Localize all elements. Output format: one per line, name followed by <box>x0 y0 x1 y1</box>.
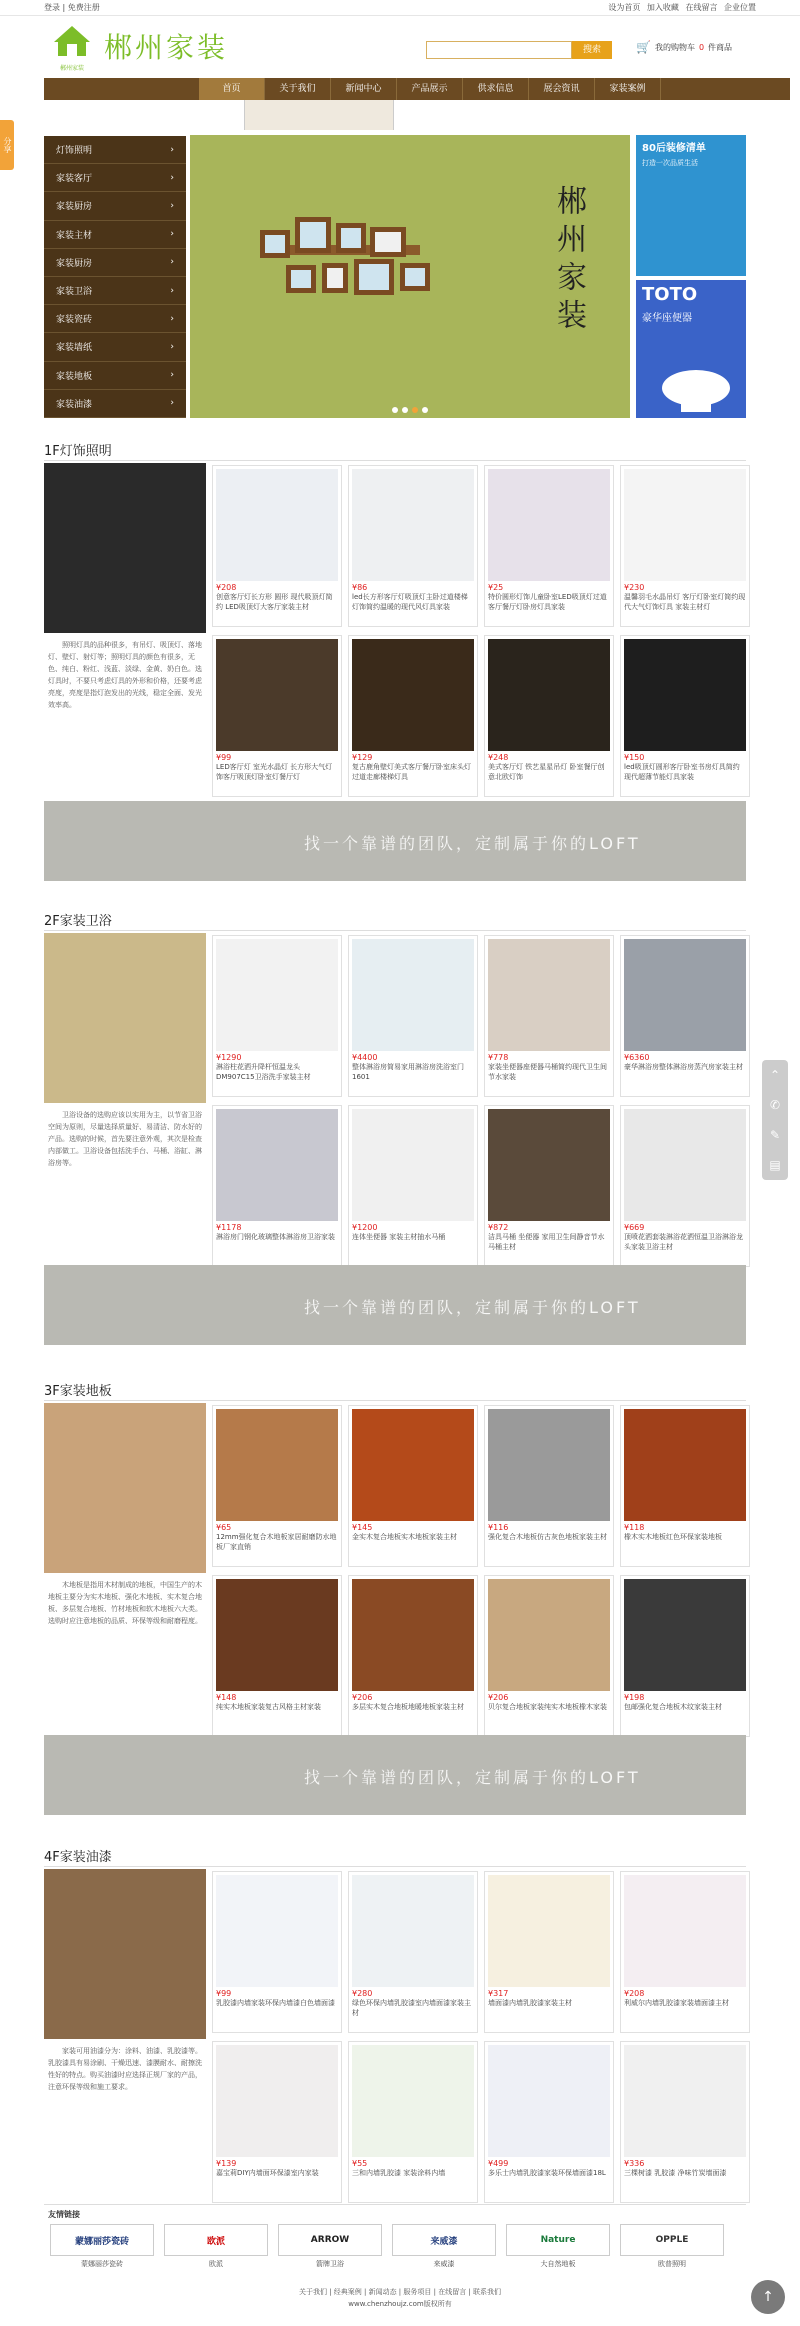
arrow-up-icon: ↑ <box>762 2289 774 2305</box>
site-title: 郴州家装 <box>104 31 229 64</box>
product-card[interactable]: ¥1178 淋浴房门钢化玻璃整体淋浴房卫浴家装 <box>212 1105 342 1267</box>
chevron-right-icon: › <box>170 341 174 352</box>
product-card[interactable]: ¥99 LED客厅灯 室光水晶灯 长方形大气灯饰客厅吸顶灯卧室灯餐厅灯 <box>212 635 342 797</box>
favorite-link[interactable]: 加入收藏 <box>646 3 679 12</box>
product-card[interactable]: ¥148 纯实木地板家装复古风格主材家装 <box>212 1575 342 1737</box>
friend-links <box>44 2204 746 2269</box>
chevron-up-icon[interactable]: ⌃ <box>769 1068 781 1082</box>
floor-title: 3F家装地板 <box>44 1384 112 1399</box>
product-card[interactable]: ¥778 家装坐便器座便器马桶简约现代卫生间节水家装 <box>484 935 614 1097</box>
back-to-top-button[interactable] <box>751 2280 785 2314</box>
location-link[interactable]: 企业位置 <box>724 3 756 12</box>
toilet-icon <box>636 348 746 418</box>
chevron-right-icon: › <box>170 398 174 409</box>
edit-icon[interactable]: ✎ <box>769 1128 781 1142</box>
category-item[interactable]: 家装瓷砖 › <box>44 305 186 333</box>
chevron-right-icon: › <box>170 144 174 155</box>
ad-title: TOTO <box>642 284 698 305</box>
logo-small-text: 郴州家装 <box>59 65 84 72</box>
chevron-right-icon: › <box>170 200 174 211</box>
search-input[interactable] <box>426 41 572 59</box>
product-card[interactable]: ¥230 温馨羽毛水晶吊灯 客厅灯卧室灯简约现代大气灯饰灯具 家装主材灯 <box>620 465 750 627</box>
product-card[interactable]: ¥669 顶喷花洒套装淋浴花洒恒温卫浴淋浴龙头家装卫浴主材 <box>620 1105 750 1267</box>
product-card[interactable]: ¥86 led长方形客厅灯吸顶灯主卧过道楼梯灯饰简约温暖的现代风灯具家装 <box>348 465 478 627</box>
footer-links[interactable]: 关于我们 | 经典案例 | 新闻动态 | 服务项目 | 在线留言 | 联系我们 <box>298 2288 502 2296</box>
cart-count: 0 <box>698 42 705 52</box>
product-card[interactable]: ¥198 包邮强化复合地板木纹家装主材 <box>620 1575 750 1737</box>
floor-title: 4F家装油漆 <box>44 1850 112 1865</box>
chevron-right-icon: › <box>170 370 174 381</box>
floor-3 <box>44 1400 746 1820</box>
product-card[interactable]: ¥248 美式客厅灯 铁艺星星吊灯 卧室餐厅创意北欧灯饰 <box>484 635 614 797</box>
floor-description: 木地板是指用木材制成的地板，中国生产的木地板主要分为实木地板、强化木地板、实木复合地板、多层复合地板、竹材地板和软木地板六大类。选购时应注意地板的品质、环保等级和耐磨程度。 <box>48 1581 202 1625</box>
brand-link[interactable]: 蒙娜丽莎瓷砖 蒙娜丽莎瓷砖 <box>50 2224 154 2269</box>
loft-banner[interactable]: 找一个靠谱的团队，定制属于你的LOFT <box>44 801 746 881</box>
links-title: 友情链接 <box>48 2210 80 2219</box>
book-icon[interactable]: ▤ <box>769 1158 781 1172</box>
cart-label: 我的购物车 <box>654 42 695 52</box>
brand-link[interactable]: 欧派 欧派 <box>164 2224 268 2269</box>
chevron-right-icon: › <box>170 172 174 183</box>
brand-link[interactable]: 来威漆 来威漆 <box>392 2224 496 2269</box>
login-links: 登录 | 免费注册 <box>44 3 100 12</box>
message-link[interactable]: 在线留言 <box>685 3 718 12</box>
nav-supply[interactable]: 供求信息 <box>463 78 529 100</box>
floor-description: 卫浴设备的选购应该以实用为主，以节省卫浴空间为原则，尽量选择质量好、易清洁、防水好的产品。选购的时候，首先要注意外观，其次是检查内部做工。卫浴设备包括洗手台、马桶、浴缸、淋浴房等。 <box>48 1111 202 1167</box>
nav-dropdown <box>244 100 394 130</box>
nav-about[interactable]: 关于我们 <box>265 78 331 100</box>
brand-link[interactable]: OPPLE 欧普照明 <box>620 2224 724 2269</box>
product-card[interactable]: ¥208 利威尔内墙乳胶漆家装墙面漆主材 <box>620 1871 750 2033</box>
cart-icon: 🛒 <box>636 40 651 54</box>
product-card[interactable]: ¥336 三棵树漆 乳胶漆 净味竹炭墙面漆 <box>620 2041 750 2203</box>
product-card[interactable]: ¥499 多乐士内墙乳胶漆家装环保墙面漆18L <box>484 2041 614 2203</box>
category-item[interactable]: 灯饰照明 › <box>44 136 186 164</box>
loft-banner[interactable]: 找一个靠谱的团队，定制属于你的LOFT <box>44 1265 746 1345</box>
product-card[interactable]: ¥280 绿色环保内墙乳胶漆室内墙面漆家装主材 <box>348 1871 478 2033</box>
main-nav <box>44 78 790 100</box>
nav-products[interactable]: 产品展示 <box>397 78 463 100</box>
loft-banner[interactable]: 找一个靠谱的团队，定制属于你的LOFT <box>44 1735 746 1815</box>
product-card[interactable]: ¥208 创意客厅灯长方形 圆形 现代吸顶灯简约 LED吸顶灯大客厅家装主材 <box>212 465 342 627</box>
top-right-links <box>604 2 756 13</box>
cart[interactable] <box>636 40 732 54</box>
logo[interactable] <box>50 22 94 72</box>
register-link[interactable]: 免费注册 <box>67 3 100 12</box>
chevron-right-icon: › <box>170 229 174 240</box>
product-card[interactable]: ¥129 复古鹿角壁灯美式客厅餐厅卧室床头灯过道走廊楼梯灯具 <box>348 635 478 797</box>
product-card[interactable]: ¥25 特价圆形灯饰儿童卧室LED吸顶灯过道客厅餐厅灯卧房灯具家装 <box>484 465 614 627</box>
product-card[interactable]: ¥4400 整体淋浴房简易家用淋浴房洗浴室门1601 <box>348 935 478 1097</box>
floor-2 <box>44 930 746 1350</box>
nav-expo[interactable]: 展会资讯 <box>529 78 595 100</box>
banner-title: 郴州家装 <box>551 185 586 337</box>
category-item[interactable]: 家装厨房 › <box>44 192 186 220</box>
category-item[interactable]: 家装油漆 › <box>44 390 186 418</box>
top-bar <box>0 0 800 16</box>
nav-news[interactable]: 新闻中心 <box>331 78 397 100</box>
category-menu <box>44 136 186 418</box>
brand-link[interactable]: ARROW 箭牌卫浴 <box>278 2224 382 2269</box>
copyright: www.chenzhoujz.com版权所有 <box>348 2300 452 2308</box>
ad-subtitle: 豪华座便器 <box>642 313 692 324</box>
product-card[interactable]: ¥99 乳胶漆内墙家装环保内墙漆白色墙面漆 <box>212 1871 342 2033</box>
floor-image[interactable] <box>44 463 206 633</box>
brand-link[interactable]: Nature 大自然地板 <box>506 2224 610 2269</box>
floor-description: 家装可用油漆分为：涂料、油漆、乳胶漆等。乳胶漆具有易涂刷、干燥迅速、漆膜耐水、耐擦洗性好的特点。购买油漆时应选择正规厂家的产品，注意环保等级和施工要求。 <box>48 2047 202 2091</box>
chevron-right-icon: › <box>170 285 174 296</box>
category-item[interactable]: 家装墙纸 › <box>44 333 186 361</box>
product-card[interactable]: ¥145 金实木复合地板实木地板家装主材 <box>348 1405 478 1567</box>
category-item[interactable]: 家装客厅 › <box>44 164 186 192</box>
ad-decoration-list[interactable] <box>636 135 746 276</box>
nav-cases[interactable]: 家装案例 <box>595 78 661 100</box>
floor-4 <box>44 1866 746 2202</box>
cart-unit: 件商品 <box>708 42 733 52</box>
phone-icon[interactable]: ✆ <box>769 1098 781 1112</box>
ad-toto[interactable] <box>636 280 746 418</box>
category-item[interactable]: 家装厨房 › <box>44 249 186 277</box>
product-card[interactable]: ¥317 墙面漆内墙乳胶漆家装主材 <box>484 1871 614 2033</box>
category-item[interactable]: 家装地板 › <box>44 362 186 390</box>
category-item[interactable]: 家装卫浴 › <box>44 277 186 305</box>
floor-description: 照明灯具的品种很多，有吊灯、吸顶灯、落地灯、壁灯、射灯等；照明灯具的颜色有很多，无色、纯白、粉红、浅蓝、淡绿、金黄、奶白色。选灯具时，不要只考虑灯具的外形和价格，还要考虑亮度，亮度是指灯泡发出的光线，稳定全面、发光效率高。 <box>48 641 202 709</box>
share-tab[interactable]: 分享 <box>0 120 14 170</box>
product-card[interactable]: ¥116 强化复合木地板仿古灰色地板家装主材 <box>484 1405 614 1567</box>
ad-title: 80后装修清单 <box>642 143 706 154</box>
chevron-right-icon: › <box>170 313 174 324</box>
nav-home[interactable]: 首页 <box>199 78 265 100</box>
product-card[interactable]: ¥1200 连体坐便器 家装主材抽水马桶 <box>348 1105 478 1267</box>
product-card[interactable]: ¥150 led吸顶灯圆形客厅卧室书房灯具简约现代超薄节能灯具家装 <box>620 635 750 797</box>
floor-title: 1F灯饰照明 <box>44 444 112 459</box>
main-banner[interactable] <box>190 135 630 418</box>
chevron-right-icon: › <box>170 257 174 268</box>
login-link[interactable]: 登录 <box>44 3 60 12</box>
category-item[interactable]: 家装主材 › <box>44 221 186 249</box>
ad-subtitle: 打造一次品质生活 <box>642 159 698 167</box>
search-button[interactable]: 搜索 <box>572 41 612 59</box>
floor-image[interactable] <box>44 933 206 1103</box>
floor-image[interactable] <box>44 1869 206 2039</box>
floor-1 <box>44 460 746 890</box>
footer <box>0 2286 800 2310</box>
floating-toolbar <box>762 1060 788 1180</box>
product-card[interactable]: ¥206 贝尔复合地板家装纯实木地板橡木家装 <box>484 1575 614 1737</box>
product-card[interactable]: ¥6360 豪华淋浴房整体淋浴房蒸汽房家装主材 <box>620 935 750 1097</box>
product-card[interactable]: ¥65 12mm强化复合木地板家居耐磨防水地板厂家直销 <box>212 1405 342 1567</box>
product-card[interactable]: ¥55 三和内墙乳胶漆 家装涂料内墙 <box>348 2041 478 2203</box>
product-card[interactable]: ¥139 嘉宝莉DIY内墙面环保漆室内家装 <box>212 2041 342 2203</box>
product-card[interactable]: ¥1290 淋浴柱花洒升降杆恒温龙头 DM907C15卫浴洗手家装主材 <box>212 935 342 1097</box>
product-card[interactable]: ¥206 多层实木复合地板地暖地板家装主材 <box>348 1575 478 1737</box>
product-card[interactable]: ¥118 橡木实木地板红色环保家装地板 <box>620 1405 750 1567</box>
floor-title: 2F家装卫浴 <box>44 914 112 929</box>
set-home-link[interactable]: 设为首页 <box>608 3 641 12</box>
floor-image[interactable] <box>44 1403 206 1573</box>
product-card[interactable]: ¥872 洁具马桶 坐便器 家用卫生间静音节水马桶主材 <box>484 1105 614 1267</box>
